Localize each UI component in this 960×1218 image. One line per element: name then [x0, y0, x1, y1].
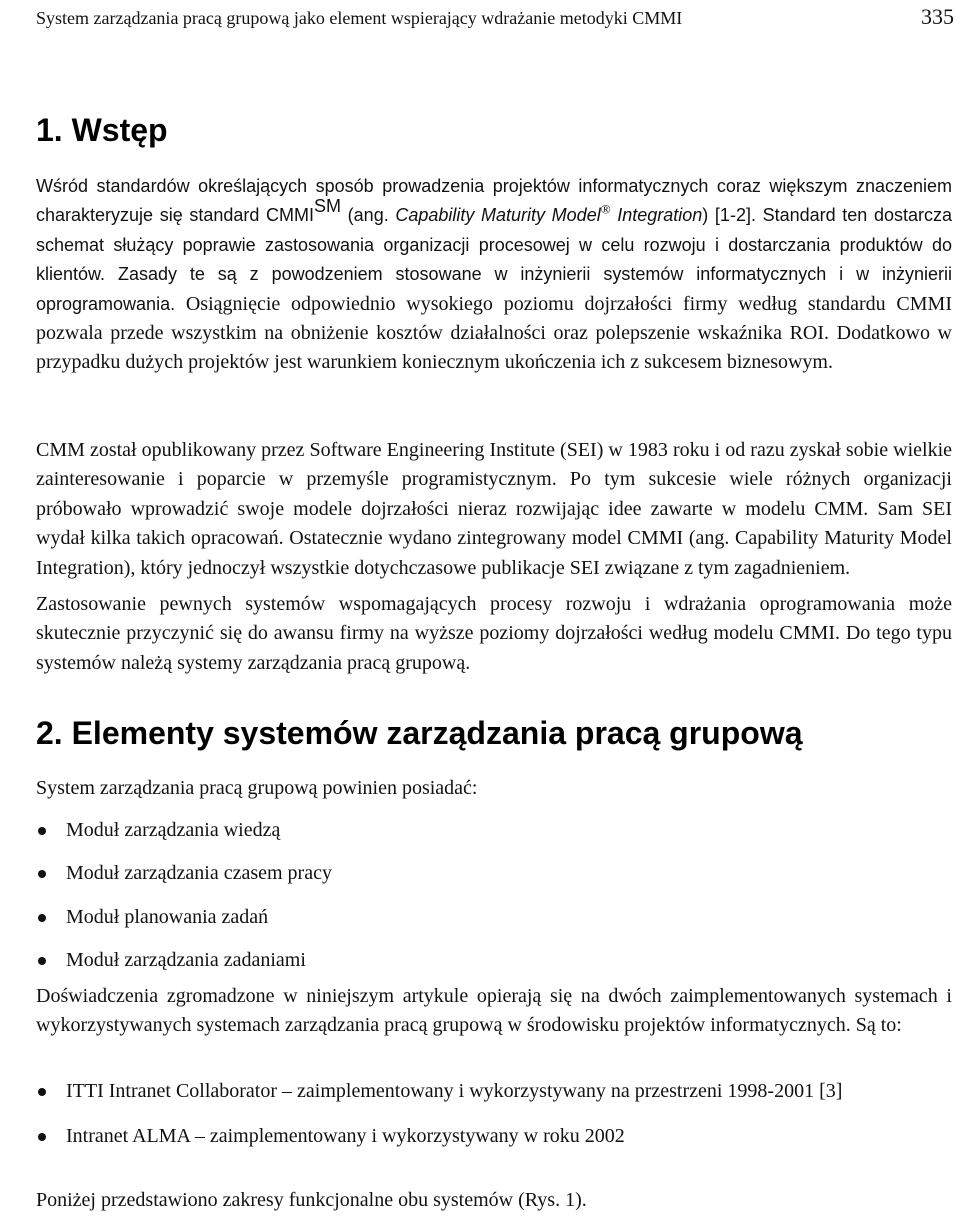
section-heading-2: 2. Elementy systemów zarządzania pracą grupową — [36, 715, 803, 751]
paragraph-intro-italic: Capability Maturity Model — [395, 205, 601, 226]
list-item — [36, 903, 952, 932]
paragraph-cmm-history: CMM został opublikowany przez Software Engineering Institute (SEI) w 1983 roku i od razu zyskał sobie wielkie zainteresowanie i poparcie w przemyśle programistycznym. Po tym sukcesie wiele różnych organizacji próbowało wprowadzić swoje modele dojrzałości nieraz rozwijając idee zawarte w modelu CMM. Sam SEI wydał kilka takich opracowań. Ostatecznie wydano zintegrowany model CMMI (ang. Capability Maturity Model Integration), który jednoczył wszystkie dotychczasowe publikacje SEI związane z tym zagadnieniem. — [36, 439, 952, 579]
bullet-icon — [38, 957, 46, 965]
paragraph-systems-support: Zastosowanie pewnych systemów wspomagających procesy rozwoju i wdrażania oprogramowania może skutecznie przyczynić się do awansu firmy na wyższe poziomy dojrzałości według modelu CMMI. Do tego typu systemów należą systemy zarządzania pracą grupową. — [36, 593, 952, 674]
paragraph-intro-part-b: (ang. — [341, 205, 396, 226]
systems-list — [36, 1077, 952, 1152]
paragraph-closing: Poniżej przedstawiono zakresy funkcjonalne obu systemów (Rys. 1). — [36, 1189, 587, 1211]
paragraph-intro-part-f: Osiągnięcie odpowiednio wysokiego poziomu dojrzałości firmy według standardu CMMI pozwala przede wszystkim na obniżenie kosztów działalności oraz polepszenie wskaźnika ROI. Dodatkowo w przypadku dużych projektów jest warunkiem koniecznym ukończenia ich z sukcesem biznesowym. — [36, 292, 952, 374]
module-label: Moduł zarządzania czasem pracy — [66, 862, 332, 885]
bullet-icon — [38, 914, 46, 922]
page-number: 335 — [921, 4, 954, 29]
paragraph-intro-part-d: Standard ten dostarcza schemat służący poprawie zastosowania organizacji procesowej w celu rozwoju i dostarczania produktów do klientów. — [36, 205, 952, 285]
paragraph-intro-part-c: ) [1-2]. — [702, 205, 756, 226]
list-item — [36, 816, 952, 845]
list-item — [36, 859, 952, 888]
running-header — [36, 4, 954, 32]
module-label: Moduł zarządzania zadaniami — [66, 949, 306, 972]
paragraph-intro-part-e: Zasady te są z powodzeniem stosowane w inżynierii systemów informatycznych i w inżynierii oprogramowania. — [36, 264, 952, 314]
module-label: Moduł planowania zadań — [66, 905, 269, 928]
paragraph-experience: Doświadczenia zgromadzone w niniejszym artykule opierają się na dwóch zaimplementowanych systemach i wykorzystywanych systemach zarządzania pracą grupową w środowisku projektów informatycznych. Są to: — [36, 985, 952, 1037]
section-heading-1: 1. Wstęp — [36, 112, 168, 148]
module-label: Moduł zarządzania wiedzą — [66, 819, 281, 841]
running-title: System zarządzania pracą grupową jako element wspierający wdrażanie metodyki CMMI — [36, 8, 683, 28]
bullet-icon — [38, 1133, 46, 1141]
system-label: ITTI Intranet Collaborator – zaimplementowany i wykorzystywany na przestrzeni 1998-2001 [3] — [66, 1080, 843, 1102]
list-item — [36, 946, 952, 975]
paragraph-intro-italic-2: Integration — [610, 205, 703, 226]
modules-list — [36, 816, 952, 976]
list-item — [36, 1077, 952, 1106]
paragraph-modules-intro: System zarządzania pracą grupową powinien posiadać: — [36, 777, 478, 799]
bullet-icon — [38, 1088, 46, 1096]
system-label: Intranet ALMA – zaimplementowany i wykorzystywany w roku 2002 — [66, 1125, 625, 1148]
paragraph-intro — [36, 172, 952, 378]
paragraph-intro-part-a: Wśród standardów określających sposób prowadzenia projektów informatycznych coraz większym znaczeniem charakteryzuje się standard CMMI — [36, 176, 952, 226]
bullet-icon — [38, 827, 46, 835]
list-item — [36, 1122, 952, 1151]
superscript-sm: SM — [314, 195, 342, 216]
bullet-icon — [38, 870, 46, 878]
registered-mark: ® — [600, 201, 611, 217]
